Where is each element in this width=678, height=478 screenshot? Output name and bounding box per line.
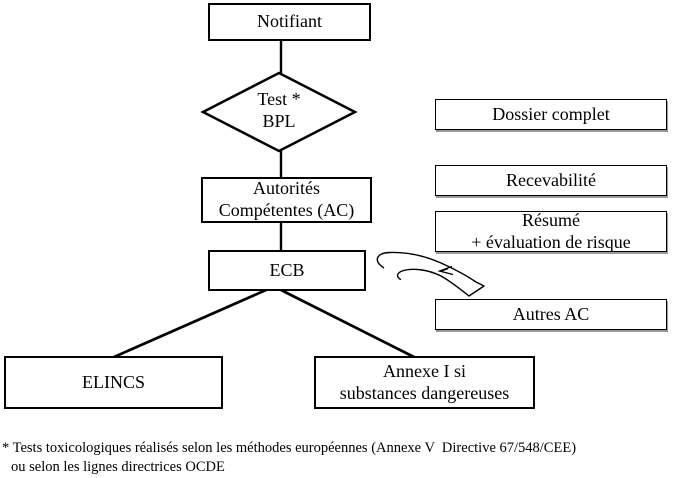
node-test-bpl-line1: Test *: [257, 89, 301, 109]
footnote-line1: * Tests toxicologiques réalisés selon les méthodes européennes (Annexe V Directive 67/548/CEE): [2, 440, 577, 456]
side-label-autres-ac: [435, 299, 667, 330]
connector-ecb-to-elincs: [114, 290, 266, 357]
node-annexe: [314, 356, 535, 409]
side-label-recevabilite: [435, 165, 667, 196]
node-test-bpl-label: [209, 89, 349, 133]
node-notifiant: [208, 3, 371, 41]
node-autorites-competentes: [201, 177, 372, 223]
node-annexe-line1: Annexe I si: [383, 360, 466, 381]
node-annexe-line2: substances dangereuses: [339, 382, 510, 403]
node-elincs: [4, 356, 223, 409]
curved-arrow-icon: [377, 252, 484, 296]
node-test-bpl-line2: BPL: [262, 110, 296, 131]
side-label-resume-line2: + évaluation de risque: [471, 231, 631, 252]
side-label-dossier-complet: [435, 99, 667, 130]
footnote: [2, 439, 576, 476]
side-label-resume-line1: Résumé: [522, 209, 580, 230]
side-label-resume-evaluation: [435, 211, 667, 252]
node-ecb: [208, 250, 366, 291]
node-elincs-label: ELINCS: [82, 371, 145, 392]
footnote-line2: ou selon les lignes directrices OCDE: [11, 458, 225, 475]
node-autorites-line1: Autorités: [253, 178, 320, 199]
side-label-autres-ac-text: Autres AC: [512, 303, 590, 324]
connector-ecb-to-annexe: [281, 290, 414, 357]
node-notifiant-label: Notifiant: [257, 11, 322, 32]
side-label-recevabilite-text: Recevabilité: [506, 169, 596, 190]
node-ecb-label: ECB: [269, 259, 305, 280]
side-label-dossier-complet-text: Dossier complet: [492, 103, 610, 124]
node-autorites-line2: Compétentes (AC): [218, 200, 355, 220]
